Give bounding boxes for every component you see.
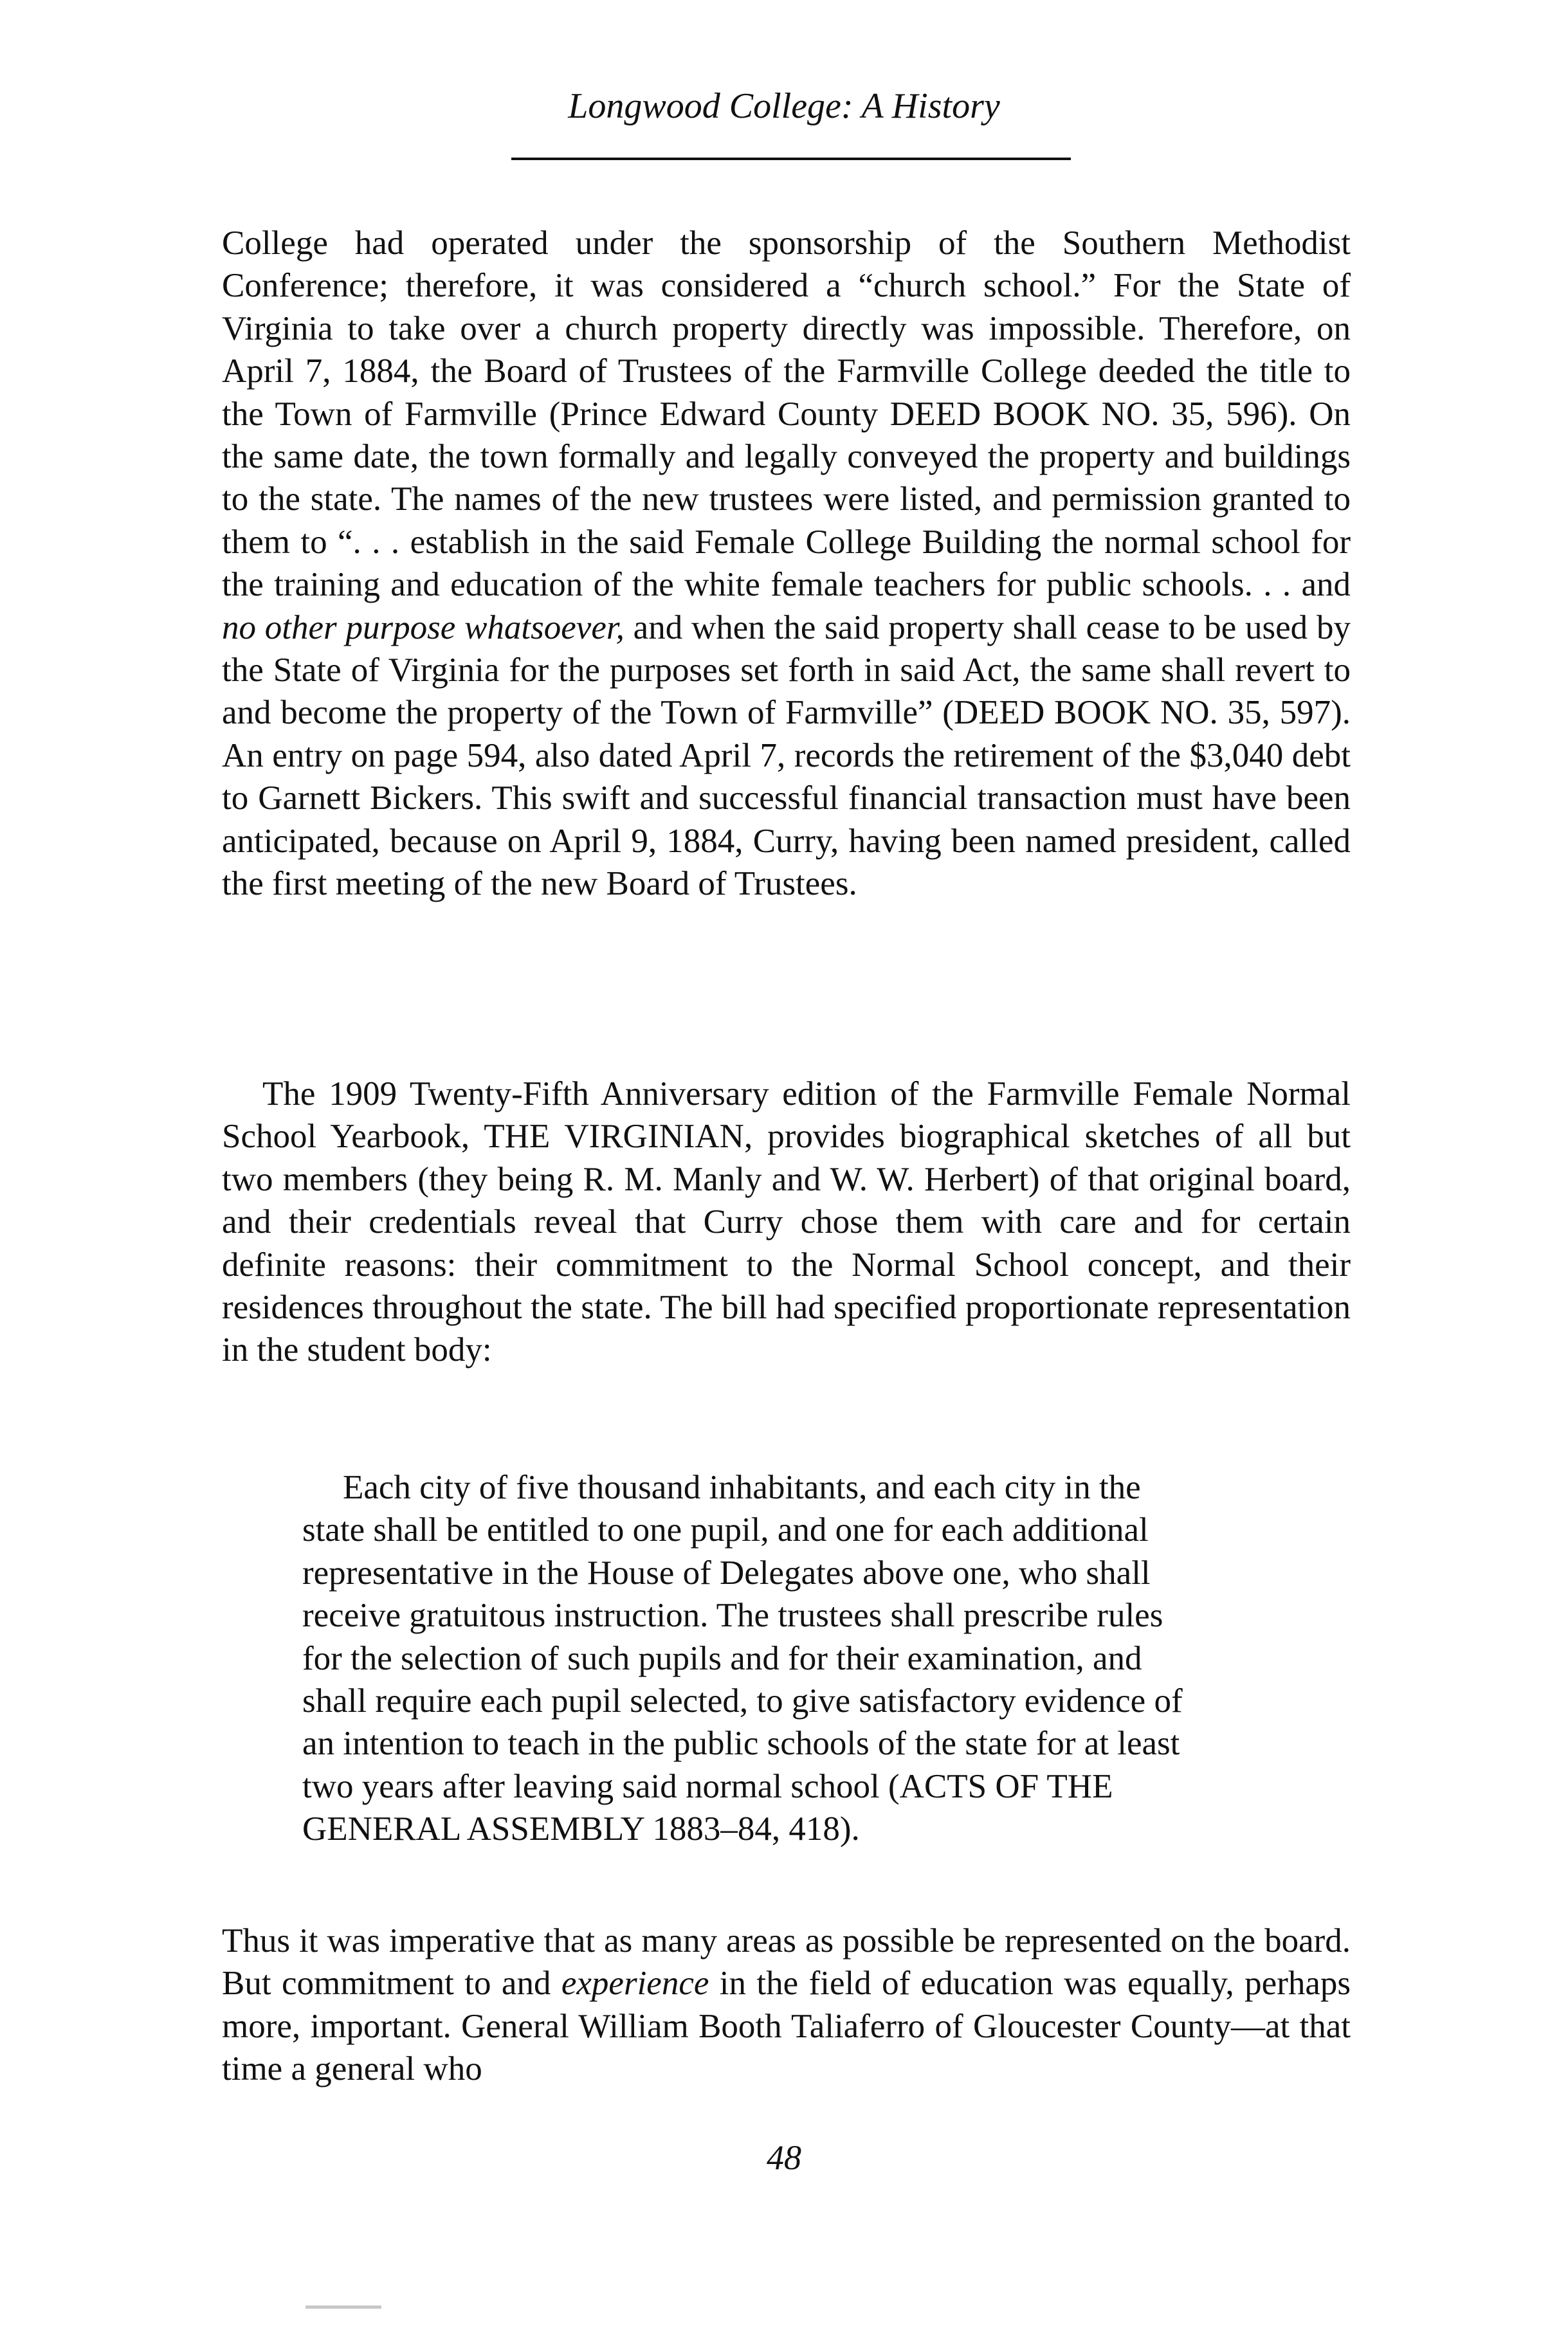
scan-mark [305, 2305, 381, 2309]
paragraph-3-emphasis: experience [561, 1965, 709, 2003]
paragraph-3-text: Thus it was imperative that as many areas as possible be represented on the board. But commitment to and [222, 1922, 1351, 2003]
header-rule [511, 158, 1071, 160]
quote-line: for the selection of such pupils and for their examination, and [302, 1639, 1142, 1677]
paragraph-1 [222, 222, 1351, 905]
quote-line: Each city of five thousand inhabitants, and each city in the [343, 1469, 1141, 1506]
paragraph-1-end: and when the said property shall cease to be used by the State of Virginia for the purposes set forth in said Act, the same shall revert to and become the property of the Town of Farmville” (DEED BOOK NO. 35, 597). An entry on page 594, also dated April 7, records the retirement of the $3,040 debt to Garnett Bickers. This swift and successful financial transaction must have been anticipated, because on April 9, 1884, Curry, having been named president, called the first meeting of the new Board of Trustees. [222, 608, 1351, 903]
paragraph-1-emphasis: no other purpose whatsoever, [222, 608, 624, 646]
paragraph-2: The 1909 Twenty-Fifth Anniversary edition of the Farmville Female Normal School Yearbook, THE VIRGINIAN, provides biographical sketches of all but two members (they being R. M. Manly and W. W. Herbert) of that original board, and their credentials reveal that Curry chose them with care and for certain definite reasons: their commitment to the Normal School concept, and their residences throughout the state. The bill had specified proportionate representation in the student body: [222, 1075, 1351, 1369]
quote-line: shall require each pupil selected, to give satisfactory evidence of [302, 1682, 1183, 1720]
paragraph-3 [222, 1920, 1351, 2091]
block-quote [302, 1466, 1351, 1851]
quote-line: two years after leaving said normal school (ACTS OF THE [302, 1767, 1113, 1805]
quote-line: receive gratuitous instruction. The trustees shall prescribe rules [302, 1597, 1163, 1635]
quote-line: an intention to teach in the public schools of the state for at least [302, 1725, 1180, 1763]
paragraph-1-text: College had operated under the sponsorship of the Southern Methodist Conference; therefore, it was considered a “church school.” For the State of Virginia to take over a church property directly was impossible. Therefore, on April 7, 1884, the Board of Trustees of the Farmville College deeded the title to the Town of Farmville (Prince Edward County DEED BOOK NO. 35, 596). On the same date, the town formally and legally conveyed the property and buildings to the state. The names of the new trustees were listed, and permission granted to them to “. . . establish in the said Female College Building the normal school for the training and education of the white female teachers for public schools. . . and [222, 224, 1351, 604]
running-head: Longwood College: A History [568, 86, 1000, 126]
page-number: 48 [767, 2138, 801, 2177]
quote-line: state shall be entitled to one pupil, and one for each additional [302, 1511, 1149, 1549]
quote-line: representative in the House of Delegates above one, who shall [302, 1554, 1151, 1592]
quote-line: GENERAL ASSEMBLY 1883–84, 418). [302, 1810, 860, 1848]
paragraph-3-end: in the field of education was equally, perhaps more, important. General William Booth Taliaferro of Gloucester County—at that time a general who [222, 1965, 1351, 2088]
